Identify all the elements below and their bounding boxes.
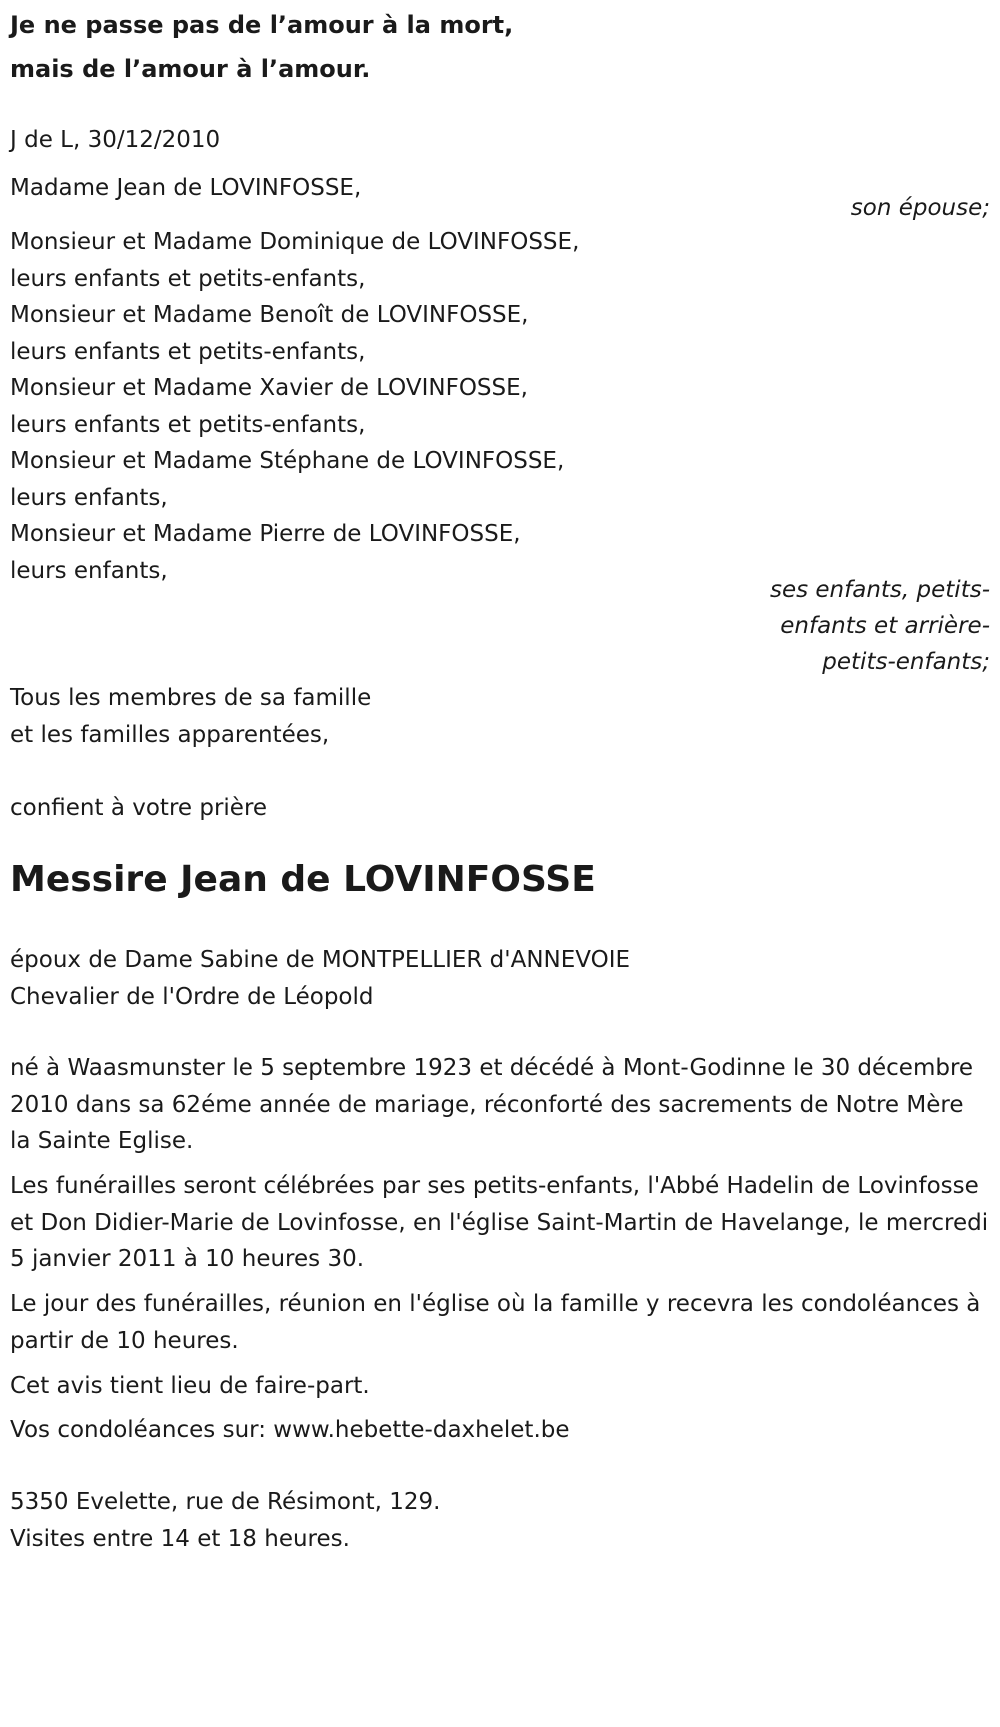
birth-death-paragraph: né à Waasmunster le 5 septembre 1923 et décédé à Mont-Godinne le 30 décembre 2010 dans sa 62éme année de mariage, réconforté des sacrements de Notre Mère la Sainte Eglise. <box>10 1055 974 1154</box>
children-line: Monsieur et Madame Pierre de LOVINFOSSE, <box>10 521 521 547</box>
epigraph-line-2: mais de l’amour à l’amour. <box>10 55 371 83</box>
epigraph-line-1: Je ne passe pas de l’amour à la mort, <box>10 11 514 39</box>
children-role-line: ses enfants, petits- <box>769 577 990 603</box>
relatives-line: Tous les membres de sa famille <box>10 685 372 711</box>
spouse-line: Madame Jean de LOVINFOSSE, <box>10 175 362 201</box>
spouse-role: son épouse; <box>850 195 990 221</box>
condolences-meeting-paragraph: Le jour des funérailles, réunion en l'église où la famille y recevra les condoléances à partir de 10 heures. <box>10 1291 981 1354</box>
funeral-paragraph: Les funérailles seront célébrées par ses petits-enfants, l'Abbé Hadelin de Lovinfosse et Don Didier-Marie de Lovinfosse, en l'église Saint-Martin de Havelange, le mercredi 5 janvier 2011 à 10 heures 30. <box>10 1173 989 1272</box>
dateline: J de L, 30/12/2010 <box>10 127 221 153</box>
visits-block <box>10 1484 440 1557</box>
visits-hours: Visites entre 14 et 18 heures. <box>10 1525 350 1552</box>
deceased-name: Messire Jean de LOVINFOSSE <box>10 859 596 900</box>
children-line: leurs enfants, <box>10 557 168 584</box>
deceased-honor: Chevalier de l'Ordre de Léopold <box>10 984 374 1010</box>
deceased-spouse-line: époux de Dame Sabine de MONTPELLIER d'ANNEVOIE <box>10 947 631 973</box>
children-line: Monsieur et Madame Xavier de LOVINFOSSE, <box>10 375 528 401</box>
children-line: Monsieur et Madame Benoît de LOVINFOSSE, <box>10 302 529 328</box>
children-line: Monsieur et Madame Dominique de LOVINFOSSE, <box>10 229 580 255</box>
children-role-line: enfants et arrière- <box>780 613 990 639</box>
children-role <box>770 572 990 680</box>
children-line: leurs enfants et petits-enfants, <box>10 265 366 292</box>
children-line: leurs enfants et petits-enfants, <box>10 338 366 365</box>
relatives-line: et les familles apparentées, <box>10 722 330 748</box>
children-list <box>10 224 579 589</box>
visits-address: 5350 Evelette, rue de Résimont, 129. <box>10 1489 441 1515</box>
children-line: leurs enfants, <box>10 484 168 511</box>
intro-line: confient à votre prière <box>10 795 268 821</box>
children-line: Monsieur et Madame Stéphane de LOVINFOSSE, <box>10 448 565 474</box>
online-condolences: Vos condoléances sur: www.hebette-daxhelet.be <box>10 1417 570 1443</box>
children-role-line: petits-enfants; <box>822 649 990 675</box>
children-line: leurs enfants et petits-enfants, <box>10 411 366 438</box>
deceased-titles <box>10 942 630 1016</box>
notice-paragraph: Cet avis tient lieu de faire-part. <box>10 1373 370 1399</box>
relatives-block <box>10 680 371 754</box>
